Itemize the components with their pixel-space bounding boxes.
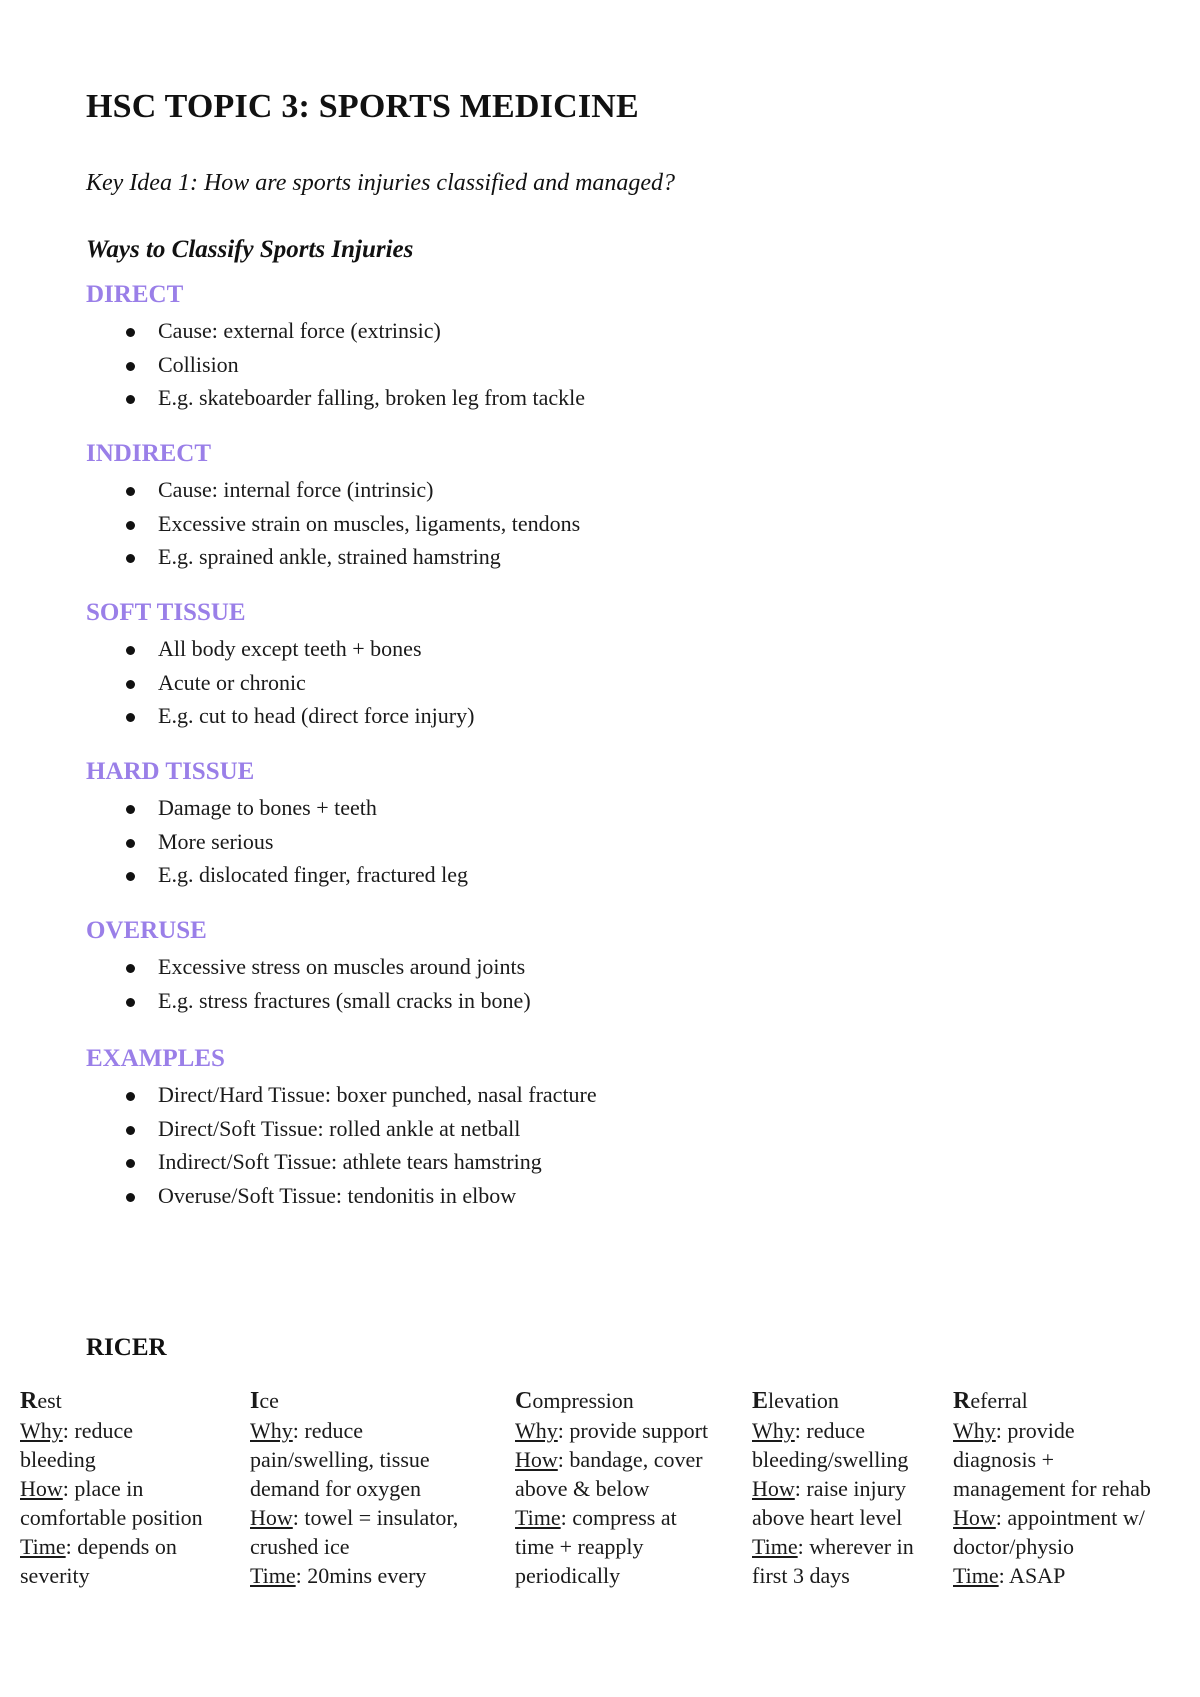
- ricer-how-text: doctor/physio: [953, 1534, 1074, 1559]
- section-heading: OVERUSE: [86, 917, 207, 944]
- list-item: [86, 381, 1136, 415]
- ricer-how-label: How: [250, 1505, 293, 1530]
- list-item: [86, 1145, 1136, 1179]
- ricer-time-label: Time: [515, 1505, 561, 1530]
- list-item-text: Collision: [158, 351, 239, 377]
- ricer-why-text: diagnosis +: [953, 1447, 1055, 1472]
- list-item-text: E.g. sprained ankle, strained hamstring: [158, 544, 501, 569]
- list-item: [86, 791, 1136, 825]
- ricer-how-text: : towel = insulator,: [292, 1505, 459, 1530]
- ricer-how-line: [953, 1503, 1151, 1532]
- ricer-how-line: [20, 1503, 203, 1532]
- ricer-how-line: [250, 1532, 458, 1561]
- ricer-how-text: : raise injury: [794, 1476, 906, 1501]
- ricer-word-rest: eferral: [970, 1388, 1028, 1413]
- list-item: [86, 699, 1136, 733]
- ricer-time-text: : ASAP: [998, 1563, 1066, 1588]
- ricer-why-text: : provide support: [557, 1418, 709, 1443]
- ricer-how-text: comfortable position: [20, 1505, 203, 1530]
- ricer-time-label: Time: [20, 1534, 66, 1559]
- section-examples: [86, 1044, 1136, 1212]
- ricer-time-line: [515, 1532, 708, 1561]
- ricer-time-text: first 3 days: [752, 1563, 850, 1588]
- list-item: [86, 950, 1136, 984]
- ricer-how-text: : bandage, cover: [557, 1447, 703, 1472]
- ricer-how-line: [953, 1532, 1151, 1561]
- ricer-why-text: bleeding: [20, 1447, 96, 1472]
- ricer-initial: R: [953, 1388, 971, 1414]
- list-item: [86, 1112, 1136, 1146]
- ricer-how-label: How: [953, 1505, 996, 1530]
- classify-subheading: Ways to Classify Sports Injuries: [86, 236, 414, 263]
- section-indirect: [86, 439, 1136, 574]
- ricer-how-label: How: [752, 1476, 795, 1501]
- bullet-list: [86, 791, 1136, 892]
- list-item-text: E.g. dislocated finger, fractured leg: [158, 862, 469, 887]
- ricer-how-text: : appointment w/: [995, 1505, 1145, 1530]
- ricer-how-text: crushed ice: [250, 1534, 350, 1559]
- ricer-time-line: [20, 1532, 203, 1561]
- bullet-icon: [126, 872, 135, 881]
- bullet-icon: [126, 521, 135, 530]
- ricer-how-line: [752, 1503, 914, 1532]
- list-item: [86, 632, 1136, 666]
- ricer-column-title: [752, 1386, 914, 1416]
- section-heading: SOFT TISSUE: [86, 599, 246, 626]
- ricer-column-title: [953, 1386, 1151, 1416]
- ricer-why-text: pain/swelling, tissue: [250, 1447, 430, 1472]
- bullet-icon: [126, 328, 135, 337]
- ricer-why-label: Why: [250, 1418, 293, 1443]
- list-item-text: Excessive stress on muscles around joints: [158, 954, 526, 979]
- ricer-word-rest: ce: [259, 1388, 279, 1413]
- ricer-why-line: [953, 1474, 1151, 1503]
- ricer-column-title: [20, 1386, 203, 1416]
- ricer-time-line: [752, 1532, 914, 1561]
- ricer-why-line: [953, 1445, 1151, 1474]
- ricer-time-line: [515, 1561, 708, 1590]
- ricer-initial: I: [250, 1388, 260, 1414]
- ricer-why-label: Why: [515, 1418, 558, 1443]
- ricer-time-text: severity: [20, 1563, 90, 1588]
- list-item: [86, 473, 1136, 507]
- list-item: [86, 858, 1136, 892]
- list-item: [86, 348, 1136, 382]
- bullet-icon: [126, 395, 135, 404]
- ricer-why-line: [752, 1416, 914, 1445]
- ricer-why-label: Why: [752, 1418, 795, 1443]
- list-item: [86, 507, 1136, 541]
- list-item: [86, 984, 1136, 1018]
- ricer-how-line: [515, 1474, 708, 1503]
- list-item-text: E.g. skateboarder falling, broken leg from tackle: [158, 385, 586, 410]
- ricer-how-text: above & below: [515, 1476, 650, 1501]
- list-item-text: Excessive strain on muscles, ligaments, tendons: [158, 510, 581, 536]
- list-item-text: Acute or chronic: [158, 669, 306, 695]
- page-title: HSC TOPIC 3: SPORTS MEDICINE: [86, 88, 639, 125]
- ricer-initial: R: [20, 1388, 38, 1414]
- bullet-icon: [126, 964, 135, 973]
- ricer-why-text: : reduce: [794, 1418, 865, 1443]
- ricer-time-text: : depends on: [65, 1534, 177, 1559]
- ricer-time-line: [20, 1561, 203, 1590]
- ricer-initial: C: [515, 1388, 533, 1414]
- ricer-heading: RICER: [86, 1334, 167, 1361]
- ricer-word-rest: levation: [768, 1388, 839, 1413]
- ricer-why-text: demand for oxygen: [250, 1476, 422, 1501]
- bullet-icon: [126, 1092, 135, 1101]
- ricer-why-line: [752, 1445, 914, 1474]
- section-soft-tissue: [86, 598, 1136, 733]
- section-heading: HARD TISSUE: [86, 758, 255, 785]
- section-heading: EXAMPLES: [86, 1045, 225, 1072]
- bullet-list: [86, 950, 1136, 1017]
- list-item-text: Cause: internal force (intrinsic): [158, 477, 434, 502]
- section-heading: INDIRECT: [86, 440, 212, 467]
- list-item-text: More serious: [158, 828, 274, 854]
- ricer-how-text: above heart level: [752, 1505, 903, 1530]
- list-item: [86, 825, 1136, 859]
- list-item: [86, 314, 1136, 348]
- list-item: [86, 1078, 1136, 1112]
- ricer-why-line: [250, 1445, 458, 1474]
- ricer-why-line: [250, 1416, 458, 1445]
- bullet-icon: [126, 487, 135, 496]
- ricer-why-text: : provide: [995, 1418, 1075, 1443]
- bullet-icon: [126, 1126, 135, 1135]
- bullet-icon: [126, 646, 135, 655]
- ricer-why-label: Why: [953, 1418, 996, 1443]
- ricer-why-line: [953, 1416, 1151, 1445]
- bullet-icon: [126, 713, 135, 722]
- ricer-time-text: : compress at: [560, 1505, 677, 1530]
- ricer-time-text: periodically: [515, 1563, 621, 1588]
- bullet-icon: [126, 554, 135, 563]
- list-item-text: Overuse/Soft Tissue: tendonitis in elbow: [158, 1182, 517, 1208]
- bullet-list: [86, 632, 1136, 733]
- list-item-text: Direct/Hard Tissue: boxer punched, nasal fracture: [158, 1082, 597, 1107]
- ricer-time-line: [752, 1561, 914, 1590]
- bullet-icon: [126, 805, 135, 814]
- list-item-text: Indirect/Soft Tissue: athlete tears hamstring: [158, 1149, 542, 1174]
- section-hard-tissue: [86, 757, 1136, 892]
- ricer-how-line: [752, 1474, 914, 1503]
- ricer-why-line: [20, 1416, 203, 1445]
- ricer-column: [20, 1386, 203, 1590]
- bullet-icon: [126, 1159, 135, 1168]
- ricer-time-label: Time: [953, 1563, 999, 1588]
- ricer-column: [953, 1386, 1151, 1590]
- bullet-list: [86, 473, 1136, 574]
- section-direct: [86, 280, 1136, 415]
- ricer-how-line: [20, 1474, 203, 1503]
- ricer-why-line: [20, 1445, 203, 1474]
- ricer-how-line: [515, 1445, 708, 1474]
- ricer-how-label: How: [515, 1447, 558, 1472]
- bullet-icon: [126, 839, 135, 848]
- list-item-text: E.g. stress fractures (small cracks in bone): [158, 987, 531, 1013]
- ricer-time-label: Time: [250, 1563, 296, 1588]
- ricer-time-line: [953, 1561, 1151, 1590]
- list-item-text: Cause: external force (extrinsic): [158, 318, 441, 343]
- list-item-text: E.g. cut to head (direct force injury): [158, 703, 475, 728]
- bullet-list: [86, 1078, 1136, 1212]
- bullet-icon: [126, 998, 135, 1007]
- key-idea: Key Idea 1: How are sports injuries classified and managed?: [86, 170, 676, 196]
- list-item: [86, 540, 1136, 574]
- ricer-time-text: : wherever in: [797, 1534, 914, 1559]
- ricer-how-label: How: [20, 1476, 63, 1501]
- ricer-how-line: [250, 1503, 458, 1532]
- ricer-column: [515, 1386, 708, 1590]
- list-item-text: Direct/Soft Tissue: rolled ankle at netball: [158, 1115, 521, 1141]
- ricer-why-line: [515, 1416, 708, 1445]
- ricer-time-text: : 20mins every: [295, 1563, 427, 1588]
- ricer-column: [250, 1386, 458, 1590]
- ricer-initial: E: [752, 1388, 769, 1414]
- ricer-why-label: Why: [20, 1418, 63, 1443]
- ricer-time-line: [515, 1503, 708, 1532]
- ricer-why-text: management for rehab: [953, 1476, 1151, 1501]
- ricer-time-text: time + reapply: [515, 1534, 644, 1559]
- list-item-text: Damage to bones + teeth: [158, 795, 377, 820]
- ricer-how-text: : place in: [62, 1476, 144, 1501]
- section-heading: DIRECT: [86, 281, 184, 308]
- ricer-word-rest: ompression: [532, 1388, 634, 1413]
- ricer-time-line: [250, 1561, 458, 1590]
- list-item: [86, 666, 1136, 700]
- section-overuse: [86, 916, 1136, 1017]
- ricer-time-label: Time: [752, 1534, 798, 1559]
- ricer-column: [752, 1386, 914, 1590]
- ricer-word-rest: est: [37, 1388, 62, 1413]
- bullet-icon: [126, 362, 135, 371]
- bullet-icon: [126, 1193, 135, 1202]
- bullet-list: [86, 314, 1136, 415]
- list-item-text: All body except teeth + bones: [158, 636, 422, 661]
- ricer-why-text: : reduce: [62, 1418, 133, 1443]
- ricer-why-line: [250, 1474, 458, 1503]
- list-item: [86, 1179, 1136, 1213]
- ricer-why-text: bleeding/swelling: [752, 1447, 909, 1472]
- bullet-icon: [126, 680, 135, 689]
- ricer-why-text: : reduce: [292, 1418, 363, 1443]
- ricer-column-title: [515, 1386, 708, 1416]
- ricer-column-title: [250, 1386, 458, 1416]
